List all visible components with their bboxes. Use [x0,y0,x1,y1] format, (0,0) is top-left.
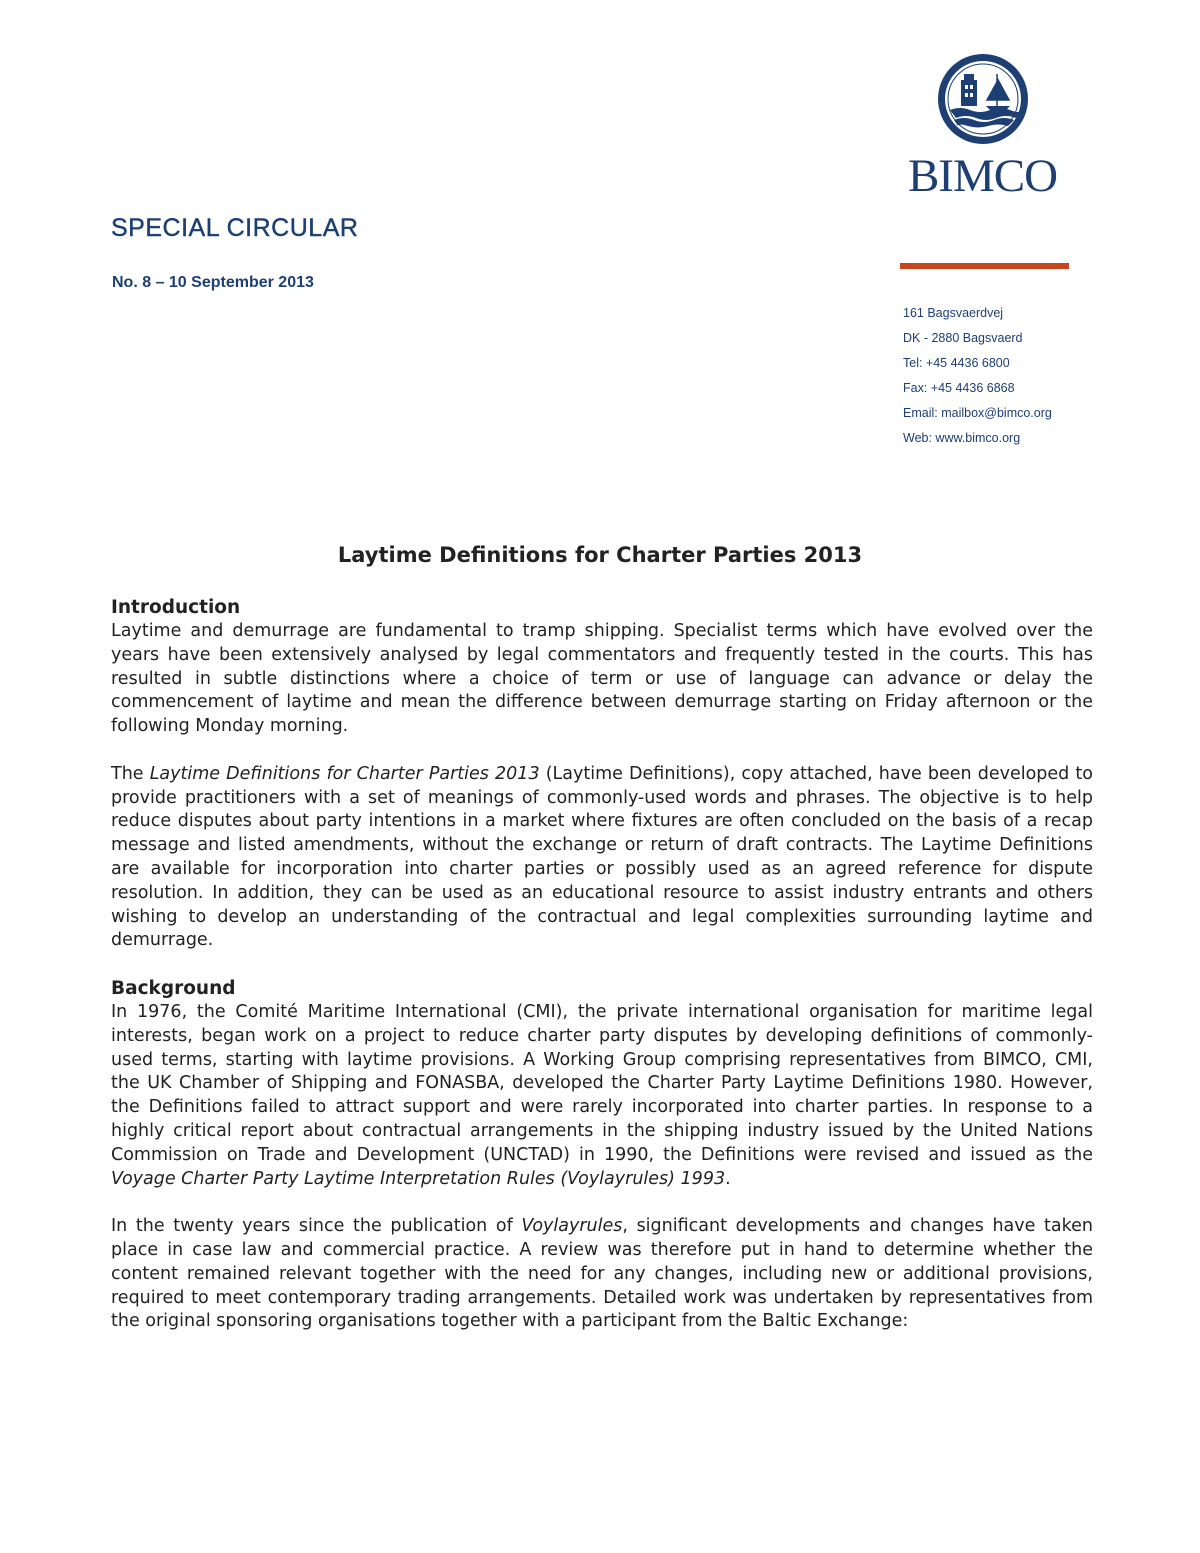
section-heading-background: Background [111,977,236,999]
paragraph [111,1001,1093,1191]
address-line: 161 Bagsvaerdvej [903,306,1004,320]
paragraph-italic: Voyage Charter Party Laytime Interpretation Rules (Voylayrules) 1993 [111,1168,726,1189]
paragraph [111,1215,1093,1334]
contact-address [903,304,1052,454]
paragraph-text: The [111,763,150,784]
circular-number: No. 8 – 10 September 2013 [112,274,314,291]
accent-divider [900,263,1069,269]
address-web: Web: www.bimco.org [903,431,1021,445]
bimco-seal-icon [936,52,1030,146]
paragraph-text: , significant developments and changes have taken place in case law and commercial practice. A review was therefore put in hand to determine whether the content remained relevant together with the need for any changes, including new or additional provisions, required to meet contemporary trading arrangements. Detailed work was undertaken by representatives from the original sponsoring organisations together with a participant from the Baltic Exchange: [111,1216,1093,1332]
document-body [111,596,1093,1334]
bimco-logo [900,52,1065,202]
paragraph-italic: Voylayrules [521,1216,623,1237]
paragraph-text: In the twenty years since the publication of [111,1216,522,1237]
paragraph [111,620,1093,739]
paragraph-italic: Laytime Definitions for Charter Parties 2013 [149,763,540,784]
address-phone: Tel: +45 4436 6800 [903,356,1010,370]
address-email: Email: mailbox@bimco.org [903,406,1052,420]
paragraph [111,763,1093,953]
document-title: Laytime Definitions for Charter Parties 2013 [337,543,863,567]
paragraph-text: . [725,1168,731,1189]
address-fax: Fax: +45 4436 6868 [903,381,1015,395]
paragraph-text: Laytime and demurrage are fundamental to tramp shipping. Specialist terms which have evolved over the years have been extensively analysed by legal commentators and frequently tested in the courts. This has resulted in subtle distinctions where a choice of term or use of language can advance or delay the commencement of laytime and mean the difference between demurrage starting on Friday afternoon or the following Monday morning. [111,621,1093,737]
section-heading-introduction: Introduction [111,597,241,618]
brand-wordmark: BIMCO [907,150,1058,202]
circular-title: SPECIAL CIRCULAR [111,214,359,242]
paragraph-text: (Laytime Definitions), copy attached, have been developed to provide practitioners with a set of meanings of commonly-used words and phrases. The objective is to help reduce disputes about party intentions in a market where fixtures are often concluded on the basis of a recap message and listed amendments, without the exchange or return of draft contracts. The Laytime Definitions are available for incorporation into charter parties or possibly used as an agreed reference for dispute resolution. In addition, they can be used as an educational resource to assist industry entrants and others wishing to develop an understanding of the contractual and legal complexities surrounding laytime and demurrage. [111,763,1093,951]
address-line: DK - 2880 Bagsvaerd [903,331,1023,345]
paragraph-text: In 1976, the Comité Maritime International (CMI), the private international organisation for maritime legal interests, began work on a project to reduce charter party disputes by developing definitions of commonly-used terms, starting with laytime provisions. A Working Group comprising representatives from BIMCO, CMI, the UK Chamber of Shipping and FONASBA, developed the Charter Party Laytime Definitions 1980. However, the Definitions failed to attract support and were rarely incorporated into charter parties. In response to a highly critical report about contractual arrangements in the shipping industry issued by the United Nations Commission on Trade and Development (UNCTAD) in 1990, the Definitions were revised and issued as the [111,1001,1093,1165]
